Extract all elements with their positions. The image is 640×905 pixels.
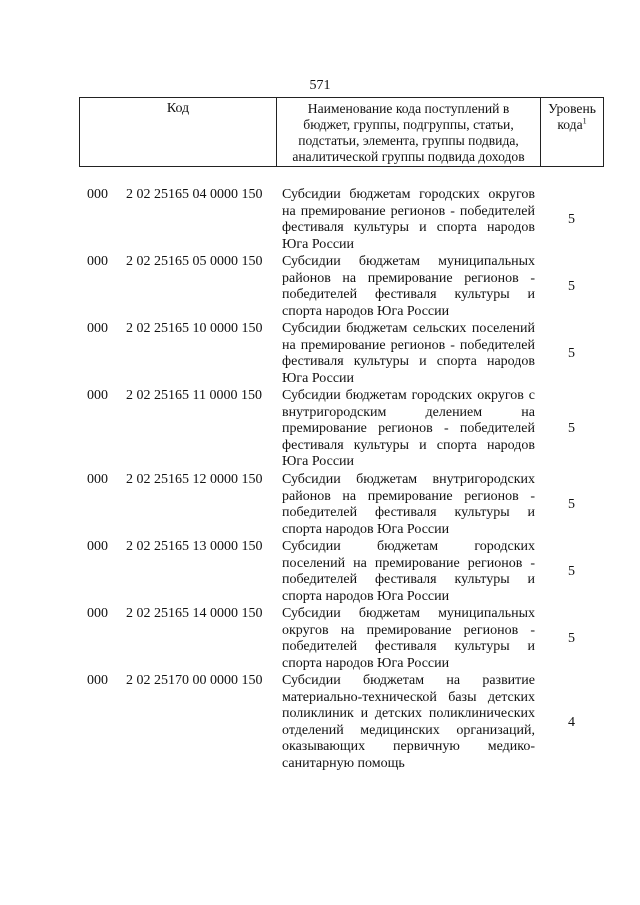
income-name: Субсидии бюджетам внутригородских районов на премирование регионов - победителей фестиваля культуры и спорта народов Юга России xyxy=(282,472,535,537)
code-level: 5 xyxy=(568,631,575,646)
header-level xyxy=(540,98,603,166)
admin-code: 000 xyxy=(87,606,108,621)
page-number: 571 xyxy=(309,78,331,93)
income-name: Субсидии бюджетам городских поселений на премирование регионов - победителей фестиваля культуры и спорта народов Юга России xyxy=(282,539,535,604)
admin-code: 000 xyxy=(87,254,108,269)
income-code: 2 02 25165 10 0000 150 xyxy=(126,321,263,336)
income-name: Субсидии бюджетам сельских поселений на премирование регионов - победителей фестиваля культуры и спорта народов Юга России xyxy=(282,321,535,386)
income-code: 2 02 25170 00 0000 150 xyxy=(126,673,263,688)
header-name: Наименование кода поступлений в бюджет, группы, подгруппы, статьи, подстатьи, элемента, группы подвида, аналитической группы подвида доходов xyxy=(292,101,525,164)
income-code: 2 02 25165 13 0000 150 xyxy=(126,539,263,554)
header-code: Код xyxy=(80,98,277,166)
admin-code: 000 xyxy=(87,673,108,688)
income-name: Субсидии бюджетам городских округов на премирование регионов - победителей фестиваля культуры и спорта народов Юга России xyxy=(282,187,535,252)
income-code: 2 02 25165 05 0000 150 xyxy=(126,254,263,269)
income-name: Субсидии бюджетам городских округов с внутригородским делением на премирование регионов - победителей фестиваля культуры и спорта народов Юга России xyxy=(282,388,535,470)
admin-code: 000 xyxy=(87,187,108,202)
code-level: 5 xyxy=(568,346,575,361)
income-name: Субсидии бюджетам на развитие материально-технической базы детских поликлиник и детских поликлинических отделений медицинских организаций, оказывающих первичную медико-санитарную помощь xyxy=(282,673,535,771)
header-level-label: Уровень кода xyxy=(548,101,596,132)
admin-code: 000 xyxy=(87,388,108,403)
header-level-footnote: 1 xyxy=(582,116,587,126)
code-level: 5 xyxy=(568,212,575,227)
income-code: 2 02 25165 14 0000 150 xyxy=(126,606,263,621)
code-level: 4 xyxy=(568,715,575,730)
admin-code: 000 xyxy=(87,539,108,554)
code-level: 5 xyxy=(568,497,575,512)
admin-code: 000 xyxy=(87,321,108,336)
code-level: 5 xyxy=(568,564,575,579)
code-level: 5 xyxy=(568,279,575,294)
income-name: Субсидии бюджетам муниципальных районов на премирование регионов - победителей фестиваля культуры и спорта народов Юга России xyxy=(282,254,535,319)
admin-code: 000 xyxy=(87,472,108,487)
income-code: 2 02 25165 04 0000 150 xyxy=(126,187,263,202)
income-name: Субсидии бюджетам муниципальных округов на премирование регионов - победителей фестиваля культуры и спорта народов Юга России xyxy=(282,606,535,671)
income-code: 2 02 25165 11 0000 150 xyxy=(126,388,262,403)
table-header xyxy=(79,97,604,167)
code-level: 5 xyxy=(568,421,575,436)
income-code: 2 02 25165 12 0000 150 xyxy=(126,472,263,487)
